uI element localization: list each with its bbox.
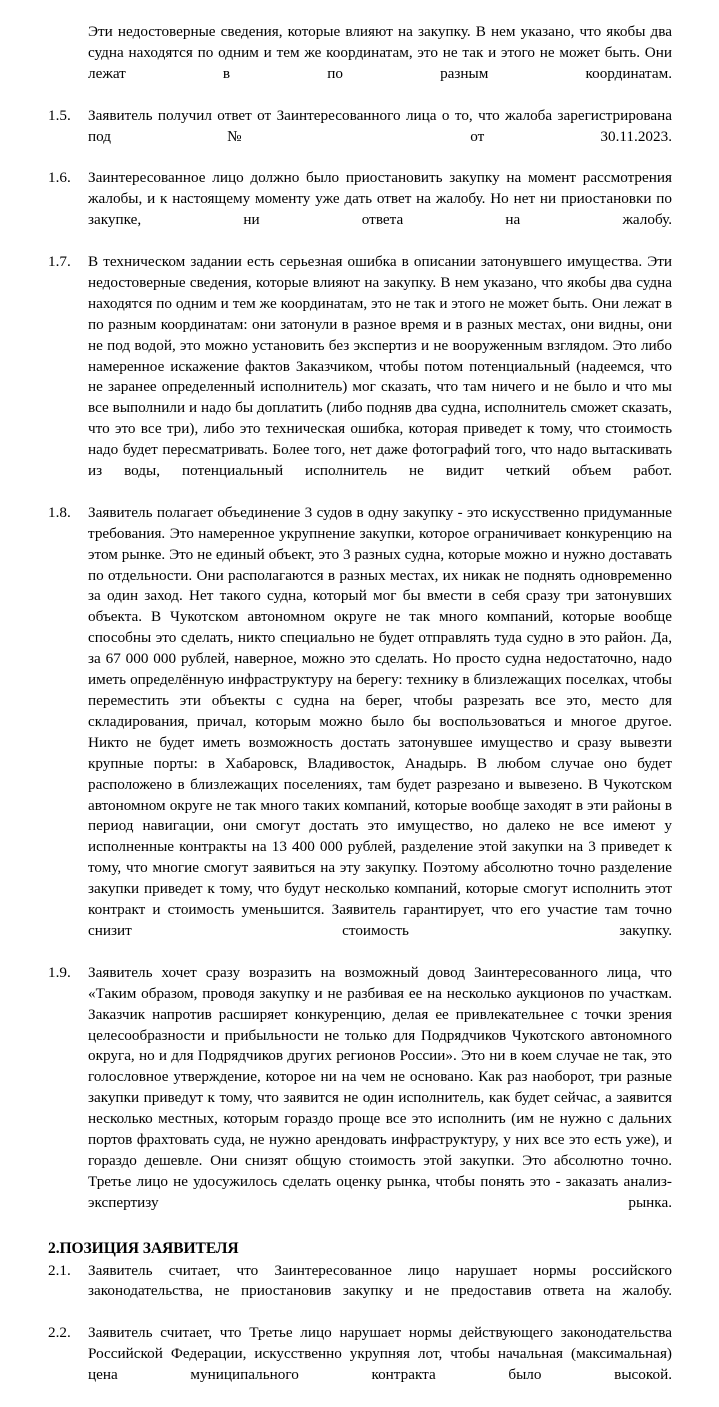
list-item-number: 1.8. — [48, 503, 71, 521]
list-item-text: Заявитель хочет сразу возразить на возможный довод Заинтересованного лица, что «Таким образом, проводя закупку и не разбивая ее на несколько аукционов по участкам. Заказчик напротив расширяет конкуренцию, делая ее привлекательнее с точки зрения целесообразности и прибыльности не только для Подрядчиков Чукотского автономного округа, но и для Подрядчиков других регионов России». Это ни в коем случае не так, это голословное утверждение, которое ни на чем не основано. Как раз наоборот, три разные закупки приведут к тому, что заявится не один исполнитель, как будет сейчас, а заявится несколько местных, которым гораздо проще все это исполнить (им не нужно с дальних портов фрахтовать суда, не нужно арендовать инфраструктуру, у них все это есть уже), и гораздо дешевле. Они снизят общую стоимость этой закупки. Это абсолютно точно. Третье лицо не удосужилось сделать оценку рынка, чтобы понять это - заказать анализ-экспертизу рынка. — [88, 963, 672, 1211]
list-item-1-7 — [48, 252, 672, 503]
list-item-2-1 — [48, 1261, 672, 1324]
list-item-2-2 — [48, 1323, 672, 1407]
section-heading-position-zayavitelya: 2.ПОЗИЦИЯ ЗАЯВИТЕЛЯ — [48, 1239, 239, 1257]
list-item-1-8 — [48, 503, 672, 963]
list-item-text: Заинтересованное лицо должно было приостановить закупку на момент рассмотрения жалобы, и к настоящему моменту уже дать ответ на жалобу. Но нет ни приостановки по закупке, ни ответа на жалобу. — [88, 169, 672, 229]
list-item-text: Заявитель считает, что Третье лицо нарушает нормы действующего законодательства Российской Федерации, искусственно укрупняя лот, чтобы начальная (максимальная) цена муниципального контракта было высокой. — [88, 1324, 672, 1384]
list-item-number: 1.6. — [48, 169, 71, 187]
continuation-paragraph: Эти недостоверные сведения, которые влияют на закупку. В нем указано, что якобы два судна находятся по одним и тем же координатам, это не так и этого не может быть. Они лежат в по разным координатам. — [88, 23, 672, 82]
list-item-number: 2.1. — [48, 1261, 71, 1279]
list-item-text: Заявитель полагает объединение 3 судов в одну закупку - это искусственно придуманные требования. Это намеренное укрупнение закупки, которое ограничивает конкуренцию на этом рынке. Это не единый объект, это 3 разных судна, которые можно и нужно доставать по отдельности. Они располагаются в разных местах, их никак не поднять одновременно за один заход. Нет такого судна, который мог бы вмести в себя сразу три затонувших объекта. В Чукотском автономном округе не так много компаний, которые вообще способны это сделать, никто специально не будет отправлять туда судно в это район. Да, за 67 000 000 рублей, наверное, можно это сделать. Но просто судна недостаточно, надо иметь определённую инфраструктуру на берегу: технику в близлежащих поселках, чтобы переместить эти объекты с судна на берег, чтобы разрезать все это, место для складирования, причал, которым можно было бы воспользоваться и многое другое. Никто не будет иметь возможность достать затонувшее имущество и сразу вывезти крупные порты: в Хабаровск, Владивосток, Анадырь. В любом случае оно будет расположено в близлежащих поселениях, там будет разрезано и вывезено. В Чукотском автономном округе не так много таких компаний, которые вообще заходят в эти районы в период навигации, они смогут достать это имущество, но далеко не все имеют у исполненные контракты на 13 400 000 рублей, разделение этой закупки на 3 приведет к тому, что многие смогут заявиться на эту закупку. Поэтому абсолютно точно разделение закупки приведет к тому, что будут несколько компаний, которые смогут исполнить этот контракт и стоимость уменьшится. Заявитель гарантирует, что его участие там точно снизит стоимость закупку. — [88, 503, 672, 939]
list-item-text: Заявитель считает, что Заинтересованное лицо нарушает нормы российского законодательства, не приостановив закупку и не предоставив ответа на жалобу. — [88, 1261, 672, 1300]
list-item-number: 1.5. — [48, 106, 71, 124]
list-item-1-6 — [48, 168, 672, 252]
list-item-1-9 — [48, 963, 672, 1235]
list-item-number: 1.9. — [48, 963, 71, 981]
list-item-text: В техническом задании есть серьезная ошибка в описании затонувшего имущества. Эти недостоверные сведения, которые влияют на закупку. В нем указано, что якобы два судна находятся по одним и тем же координатам, это не так и этого не может быть. Они лежат в по разным координатам: они затонули в разное время и в разных местах, они видны, они не под водой, это можно установить без экспертиз и не вооруженным взглядом. Это либо намеренное искажение фактов Заказчиком, чтобы потом потенциальный (надеемся, что не заранее определенный исполнитель) мог сказать, что там ничего и не было и что мы все выполнили и надо бы доплатить (либо подняв два судна, исполнитель сможет сказать, что это все три), либо это техническая ошибка, которая приведет к тому, что стоимость надо будет пересматривать. Более того, нет даже фотографий того, что надо вытаскивать из воды, потенциальный исполнитель не видит четкий объем работ. — [88, 252, 672, 480]
list-item-number: 1.7. — [48, 252, 71, 270]
list-item-1-5 — [48, 106, 672, 169]
list-item-text: Заявитель получил ответ от Заинтересованного лица о то, что жалоба зарегистрирована под № от 30.11.2023. — [88, 106, 672, 145]
list-item-number: 2.2. — [48, 1324, 71, 1342]
